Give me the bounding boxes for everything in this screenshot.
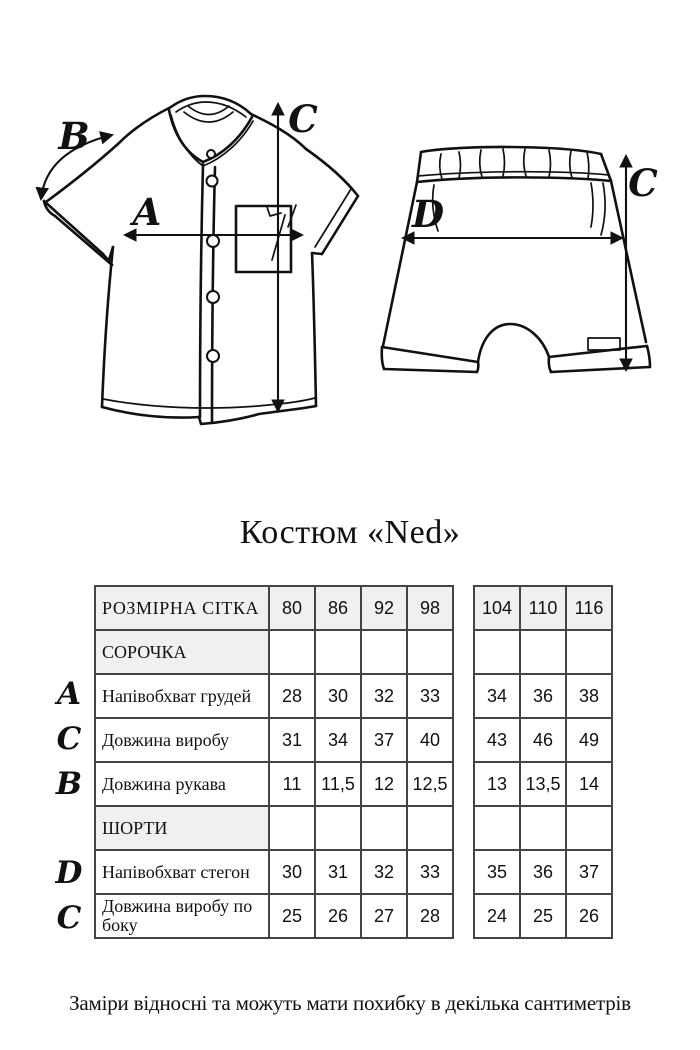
row-letter-b: B [55,766,83,802]
empty-cell [269,806,315,850]
measure-value: 40 [407,718,453,762]
table-row [95,630,453,674]
measure-label: Довжина виробу по боку [95,894,269,938]
table-row [474,674,612,718]
measure-value: 11,5 [315,762,361,806]
table-row [474,894,612,938]
row-letter-c: C [56,721,82,757]
empty-cell [361,806,407,850]
empty-cell [566,630,612,674]
size-header: 86 [315,586,361,630]
garment-measurement-diagram [0,55,700,475]
empty-cell [474,806,520,850]
table-row [95,850,453,894]
measure-value: 32 [361,674,407,718]
label-d: D [411,192,445,236]
measure-value: 28 [269,674,315,718]
empty-cell [315,630,361,674]
measure-label: Напівобхват стегон [95,850,269,894]
disclaimer-note: Заміри відносні та можуть мати похибку в декілька сантиметрів [69,991,631,1015]
table-row [95,586,453,630]
measure-value: 12,5 [407,762,453,806]
label-c-shirt: C [288,97,318,141]
table-row [474,762,612,806]
table-row [474,630,612,674]
empty-cell [520,630,566,674]
row-letter-c2: C [56,900,82,936]
measure-label: Довжина рукава [95,762,269,806]
measure-value: 35 [474,850,520,894]
measure-value: 26 [566,894,612,938]
table-row [474,586,612,630]
measure-value: 31 [269,718,315,762]
measure-letter-labels [57,97,658,236]
label-c-shorts: C [628,161,658,205]
size-header: 116 [566,586,612,630]
table-row [474,718,612,762]
measure-value: 11 [269,762,315,806]
measure-value: 14 [566,762,612,806]
measure-value: 30 [315,674,361,718]
size-table-right [473,585,613,939]
measure-value: 24 [474,894,520,938]
size-header: 110 [520,586,566,630]
row-letter-d: D [55,855,83,891]
measure-value: 13 [474,762,520,806]
section-label: ШОРТИ [95,806,269,850]
measure-label: Напівобхват грудей [95,674,269,718]
size-header: 80 [269,586,315,630]
measure-value: 13,5 [520,762,566,806]
empty-cell [407,630,453,674]
table-header-label: РОЗМІРНА СІТКА [95,586,269,630]
page-title: Костюм «Ned» [239,514,461,551]
label-a: A [132,190,162,234]
measure-value: 33 [407,850,453,894]
measure-value: 46 [520,718,566,762]
size-table-left [94,585,454,939]
empty-cell [269,630,315,674]
measure-value: 36 [520,674,566,718]
measure-value: 37 [566,850,612,894]
table-row [95,762,453,806]
table-row [474,806,612,850]
measurement-arrows [41,104,626,411]
measure-value: 43 [474,718,520,762]
measure-value: 32 [361,850,407,894]
empty-cell [474,630,520,674]
section-label: СОРОЧКА [95,630,269,674]
measure-value: 25 [520,894,566,938]
measure-value: 38 [566,674,612,718]
empty-cell [520,806,566,850]
measure-value: 33 [407,674,453,718]
measure-value: 30 [269,850,315,894]
empty-cell [407,806,453,850]
measure-value: 27 [361,894,407,938]
empty-cell [315,806,361,850]
measure-label: Довжина виробу [95,718,269,762]
measure-value: 12 [361,762,407,806]
measure-value: 31 [315,850,361,894]
table-row [95,806,453,850]
measure-value: 25 [269,894,315,938]
measure-value: 37 [361,718,407,762]
table-row [95,718,453,762]
shorts-drawing [382,147,650,372]
label-b: B [58,114,90,158]
table-row [95,674,453,718]
measure-value: 34 [315,718,361,762]
row-letter-a: A [56,676,82,712]
measure-value: 34 [474,674,520,718]
empty-cell [361,630,407,674]
table-row [95,894,453,938]
shirt-drawing [44,96,358,424]
measure-value: 26 [315,894,361,938]
table-row [474,850,612,894]
measure-value: 36 [520,850,566,894]
empty-cell [566,806,612,850]
size-header: 104 [474,586,520,630]
measure-value: 28 [407,894,453,938]
size-header: 92 [361,586,407,630]
measure-value: 49 [566,718,612,762]
size-header: 98 [407,586,453,630]
